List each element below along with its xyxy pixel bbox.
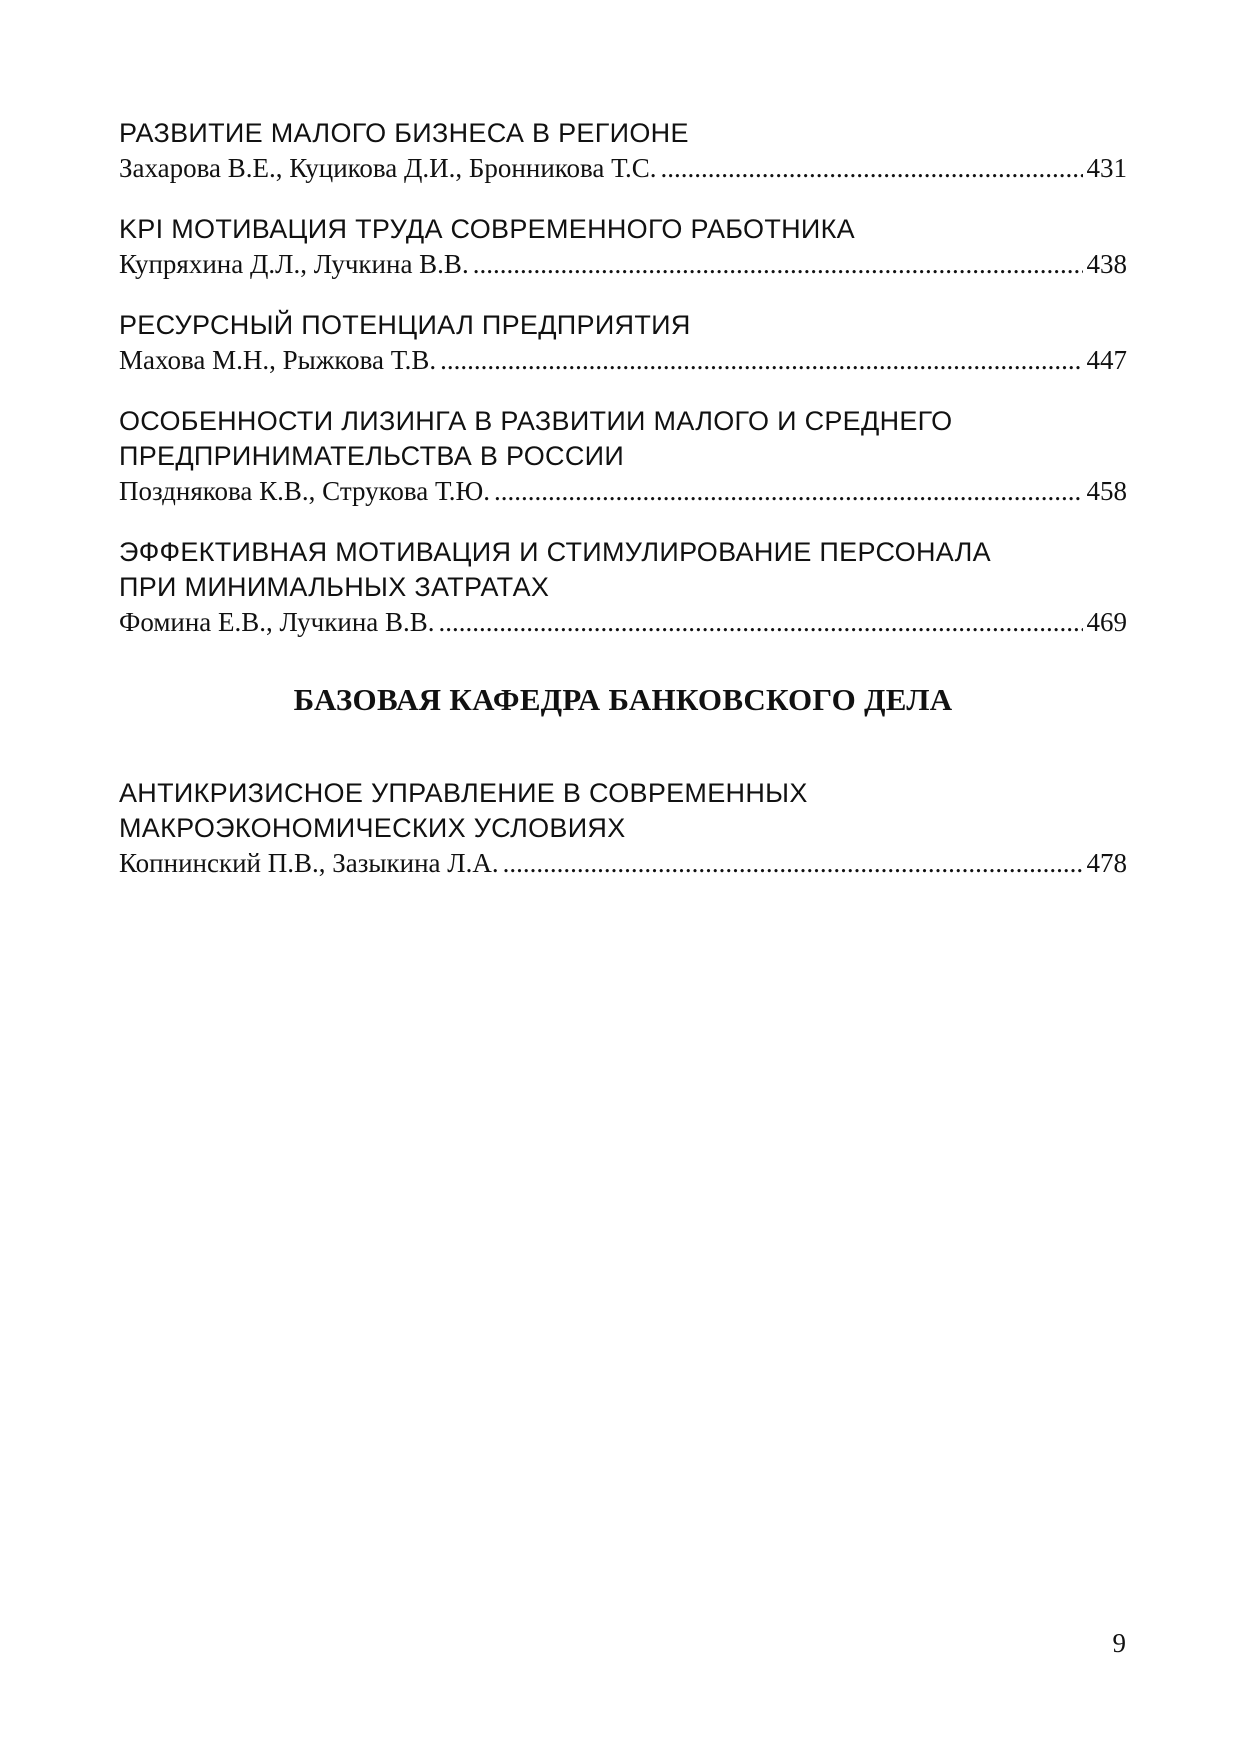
dot-leader xyxy=(494,474,1082,509)
entry-authors: Захарова В.Е., Куцикова Д.И., Бронникова Т.С. xyxy=(119,153,657,183)
entry-title-line: ПРЕДПРИНИМАТЕЛЬСТВА В РОССИИ xyxy=(119,441,625,471)
entry-line xyxy=(119,343,1127,378)
entry-title-line: ЭФФЕКТИВНАЯ МОТИВАЦИЯ И СТИМУЛИРОВАНИЕ ПЕРСОНАЛА xyxy=(119,537,991,567)
entry-line xyxy=(119,247,1127,282)
entry-page-number: 431 xyxy=(1086,153,1127,183)
page-number: 9 xyxy=(1112,1628,1126,1658)
entry-authors: Махова М.Н., Рыжкова Т.В. xyxy=(119,345,437,375)
entry-title: KPI МОТИВАЦИЯ ТРУДА СОВРЕМЕННОГО РАБОТНИКА xyxy=(119,214,855,244)
toc-entry xyxy=(119,404,1127,509)
toc-entry xyxy=(119,212,1127,282)
entry-line xyxy=(119,474,1127,509)
entry-page-number: 447 xyxy=(1086,345,1127,375)
toc-entry xyxy=(119,776,1127,881)
entry-page-number: 438 xyxy=(1086,249,1127,279)
dot-leader xyxy=(440,343,1082,378)
entry-authors: Фомина Е.В., Лучкина В.В. xyxy=(119,607,435,637)
dot-leader xyxy=(660,151,1082,186)
entry-authors: Копнинский П.В., Зазыкина Л.А. xyxy=(119,848,499,878)
dot-leader xyxy=(503,846,1083,881)
entry-page-number: 458 xyxy=(1086,476,1127,506)
entry-title-line: ОСОБЕННОСТИ ЛИЗИНГА В РАЗВИТИИ МАЛОГО И СРЕДНЕГО xyxy=(119,406,953,436)
entry-title: РАЗВИТИЕ МАЛОГО БИЗНЕСА В РЕГИОНЕ xyxy=(119,118,689,148)
dot-leader xyxy=(473,247,1083,282)
entry-title-line: ПРИ МИНИМАЛЬНЫХ ЗАТРАТАХ xyxy=(119,572,550,602)
toc-entry xyxy=(119,308,1127,378)
dot-leader xyxy=(439,605,1083,640)
toc-entry xyxy=(119,116,1127,186)
entry-title: РЕСУРСНЫЙ ПОТЕНЦИАЛ ПРЕДПРИЯТИЯ xyxy=(119,310,691,340)
entry-line xyxy=(119,846,1127,881)
table-of-contents xyxy=(119,116,1127,907)
entry-authors: Позднякова К.В., Струкова Т.Ю. xyxy=(119,476,491,506)
entry-title-line: МАКРОЭКОНОМИЧЕСКИХ УСЛОВИЯХ xyxy=(119,813,626,843)
entry-page-number: 469 xyxy=(1086,607,1127,637)
section-heading: БАЗОВАЯ КАФЕДРА БАНКОВСКОГО ДЕЛА xyxy=(293,682,953,717)
entry-line xyxy=(119,151,1127,186)
toc-entry xyxy=(119,535,1127,640)
entry-line xyxy=(119,605,1127,640)
entry-authors: Купряхина Д.Л., Лучкина В.В. xyxy=(119,249,469,279)
entry-title-line: АНТИКРИЗИСНОЕ УПРАВЛЕНИЕ В СОВРЕМЕННЫХ xyxy=(119,778,808,808)
entry-page-number: 478 xyxy=(1086,848,1127,878)
